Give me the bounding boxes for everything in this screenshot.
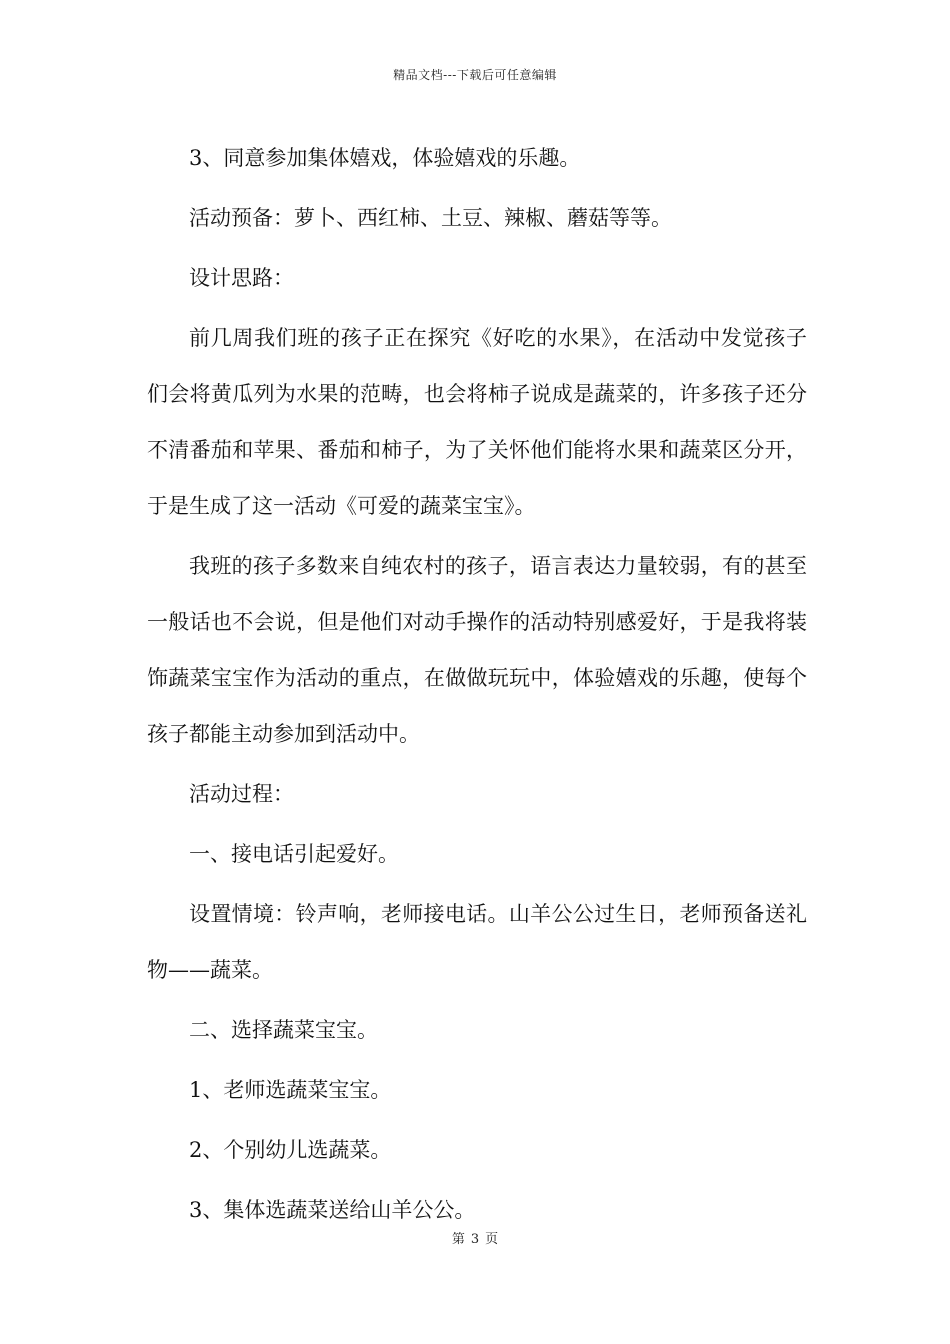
step-one-heading: 一、接电话引起爱好。 bbox=[189, 842, 399, 866]
paragraph-design-2: 我班的孩子多数来自纯农村的孩子，语言表达力量较弱，有的甚至一般话也不会说，但是他们对动手操作的活动特别感爱好，于是我将装饰蔬菜宝宝作为活动的重点，在做做玩玩中，体验嬉戏的乐趣，使每个孩子都能主动参加到活动中。 bbox=[147, 554, 807, 746]
page-label-prefix: 第 bbox=[451, 1232, 465, 1247]
list-item-2: 2、个别幼儿选蔬菜。 bbox=[189, 1138, 392, 1162]
paragraph-materials: 活动预备：萝卜、西红柿、土豆、辣椒、蘑菇等等。 bbox=[189, 206, 672, 230]
paragraph-scenario: 设置情境：铃声响，老师接电话。山羊公公过生日，老师预备送礼物——蔬菜。 bbox=[147, 902, 807, 982]
page-number: 3 bbox=[470, 1232, 480, 1247]
page-header: 精品文档---下载后可任意编辑 bbox=[393, 68, 557, 82]
step-two-heading: 二、选择蔬菜宝宝。 bbox=[189, 1018, 378, 1042]
heading-design-idea: 设计思路： bbox=[189, 266, 294, 290]
list-item-1: 1、老师选蔬菜宝宝。 bbox=[189, 1078, 392, 1102]
page-footer bbox=[0, 1228, 950, 1247]
document-body bbox=[147, 130, 807, 1242]
heading-activity-process: 活动过程： bbox=[189, 782, 294, 806]
paragraph-design-1: 前几周我们班的孩子正在探究《好吃的水果》，在活动中发觉孩子们会将黄瓜列为水果的范畴，也会将柿子说成是蔬菜的，许多孩子还分不清番茄和苹果、番茄和柿子，为了关怀他们能将水果和蔬菜区分开，于是生成了这一活动《可爱的蔬菜宝宝》。 bbox=[147, 326, 807, 518]
page-label-suffix: 页 bbox=[485, 1232, 499, 1247]
paragraph-goal-3: 3、同意参加集体嬉戏，体验嬉戏的乐趣。 bbox=[189, 146, 581, 170]
list-item-3: 3、集体选蔬菜送给山羊公公。 bbox=[189, 1198, 476, 1222]
